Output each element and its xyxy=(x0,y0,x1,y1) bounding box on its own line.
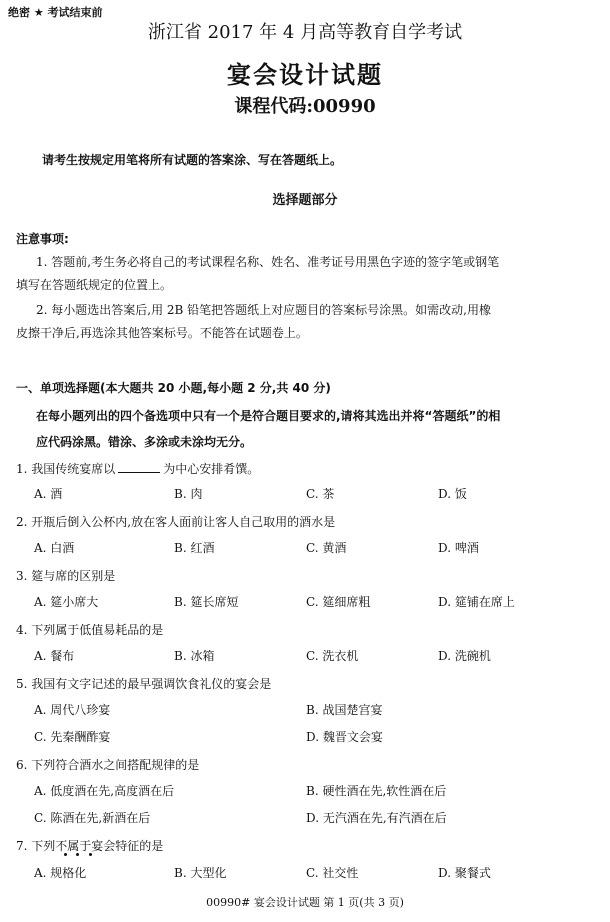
question-6-stem: 6. 下列符合酒水之间搭配规律的是 xyxy=(16,758,200,772)
question-4-stem: 4. 下列属于低值易耗品的是 xyxy=(16,623,164,637)
question-7-option-d: D. 聚餐式 xyxy=(438,866,491,880)
question-2-option-d: D. 啤酒 xyxy=(438,541,479,555)
notice-line: 请考生按规定用笔将所有试题的答案涂、写在答题纸上。 xyxy=(42,153,343,167)
question-7-option-b: B. 大型化 xyxy=(174,866,227,880)
question-7-option-a: A. 规格化 xyxy=(34,866,87,880)
question-4-option-c: C. 洗衣机 xyxy=(306,649,359,663)
section-instruction-line-2: 应代码涂黑。错涂、多涂或未涂均无分。 xyxy=(36,435,253,449)
section-title: 一、单项选择题(本大题共 20 小题,每小题 2 分,共 40 分) xyxy=(16,381,331,395)
page-title: 宴会设计试题 xyxy=(227,61,383,89)
note-2-line-2: 皮擦干净后,再选涂其他答案标号。不能答在试题卷上。 xyxy=(16,326,308,340)
question-5-option-c: C. 先秦酬酢宴 xyxy=(34,730,111,744)
question-3-option-b: B. 筵长席短 xyxy=(174,595,239,609)
question-7-stem: 7. 下列不属于宴会特征的是 xyxy=(16,839,164,853)
question-4-option-b: B. 冰箱 xyxy=(174,649,215,663)
question-5-option-b: B. 战国楚宫宴 xyxy=(306,703,383,717)
note-1-line-2: 填写在答题纸规定的位置上。 xyxy=(16,278,173,292)
page-footer: 00990# 宴会设计试题 第 1 页(共 3 页) xyxy=(206,896,404,909)
question-1-option-d: D. 饭 xyxy=(438,487,467,501)
question-2-option-b: B. 红酒 xyxy=(174,541,215,555)
question-2-option-c: C. 黄酒 xyxy=(306,541,347,555)
question-1-option-c: C. 茶 xyxy=(306,487,335,501)
question-5-option-d: D. 魏晋文会宴 xyxy=(306,730,383,744)
emphasis-dot xyxy=(76,853,79,856)
question-3-option-a: A. 筵小席大 xyxy=(34,595,99,609)
secret-label: 绝密 ★ 考试结束前 xyxy=(8,6,103,19)
question-3-option-d: D. 筵铺在席上 xyxy=(438,595,515,609)
question-2-stem: 2. 开瓶后倒入公杯内,放在客人面前让客人自己取用的酒水是 xyxy=(16,515,336,529)
question-1-stem-start: 1. 我国传统宴席以 xyxy=(16,462,116,476)
emphasis-dot xyxy=(89,853,92,856)
notes-title: 注意事项: xyxy=(16,232,69,246)
question-5-stem: 5. 我国有文字记述的最早强调饮食礼仪的宴会是 xyxy=(16,677,272,691)
question-1-option-b: B. 肉 xyxy=(174,487,203,501)
question-6-option-c: C. 陈酒在先,新酒在后 xyxy=(34,811,151,825)
question-4-option-a: A. 餐布 xyxy=(34,649,75,663)
question-7-option-c: C. 社交性 xyxy=(306,866,359,880)
question-1-stem xyxy=(16,460,259,477)
exam-line: 浙江省 2017 年 4 月高等教育自学考试 xyxy=(147,22,463,43)
question-1-option-a: A. 酒 xyxy=(34,487,63,501)
section-instruction-line-1: 在每小题列出的四个备选项中只有一个是符合题目要求的,请将其选出并将“答题纸”的相 xyxy=(36,409,501,423)
question-6-option-b: B. 硬性酒在先,软性酒在后 xyxy=(306,784,447,798)
question-3-option-c: C. 筵细席粗 xyxy=(306,595,371,609)
course-code: 课程代码:00990 xyxy=(234,96,376,117)
answer-blank xyxy=(118,460,160,473)
note-2-line-1: 2. 每小题选出答案后,用 2B 铅笔把答题纸上对应题目的答案标号涂黑。如需改动,用橡 xyxy=(36,303,491,317)
question-5-option-a: A. 周代八珍宴 xyxy=(34,703,111,717)
note-1-line-1: 1. 答题前,考生务必将自己的考试课程名称、姓名、准考证号用黑色字迹的签字笔或钢笔 xyxy=(36,255,500,269)
question-2-option-a: A. 白酒 xyxy=(34,541,75,555)
question-6-option-d: D. 无汽酒在先,有汽酒在后 xyxy=(306,811,447,825)
question-6-option-a: A. 低度酒在先,高度酒在后 xyxy=(34,784,175,798)
part-title: 选择题部分 xyxy=(272,193,338,208)
question-3-stem: 3. 筵与席的区别是 xyxy=(16,569,116,583)
emphasis-dot xyxy=(64,853,67,856)
question-1-stem-end: 为中心安排肴馔。 xyxy=(163,462,260,476)
question-4-option-d: D. 洗碗机 xyxy=(438,649,491,663)
